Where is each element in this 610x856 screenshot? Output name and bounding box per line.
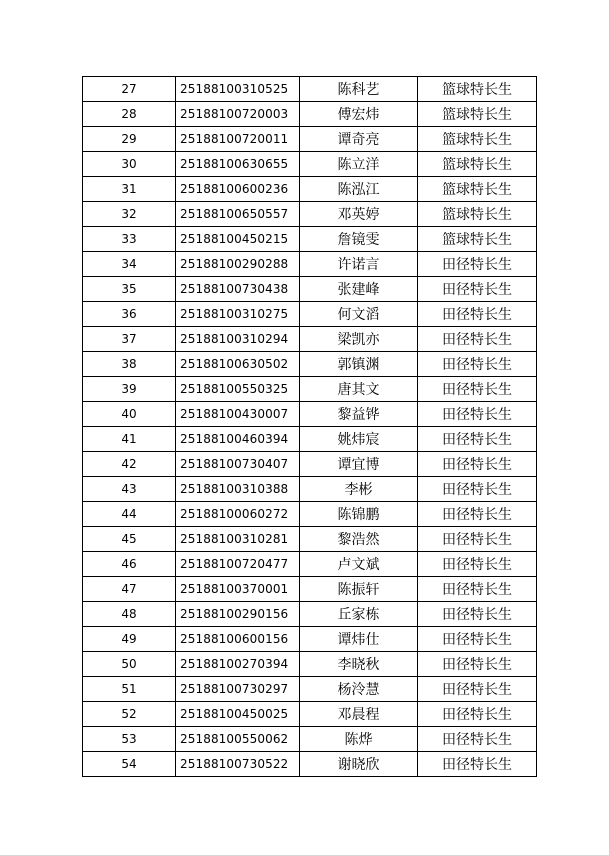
table-row (83, 102, 537, 127)
category-cell: 田径特长生 (418, 627, 537, 652)
table-row (83, 602, 537, 627)
row-number-cell: 54 (83, 752, 176, 777)
exam-id-cell: 25188100450025 (176, 702, 300, 727)
category-cell: 篮球特长生 (418, 177, 537, 202)
table-row (83, 277, 537, 302)
category-cell: 田径特长生 (418, 327, 537, 352)
category-cell: 田径特长生 (418, 277, 537, 302)
row-number-cell: 32 (83, 202, 176, 227)
student-name-cell: 谭奇亮 (300, 127, 418, 152)
exam-id-cell: 25188100550325 (176, 377, 300, 402)
category-cell: 田径特长生 (418, 727, 537, 752)
category-cell: 篮球特长生 (418, 102, 537, 127)
student-name-cell: 谭炜仕 (300, 627, 418, 652)
table-row (83, 377, 537, 402)
row-number-cell: 52 (83, 702, 176, 727)
table-row (83, 552, 537, 577)
student-name-cell: 张建峰 (300, 277, 418, 302)
table-row (83, 227, 537, 252)
table-row (83, 452, 537, 477)
category-cell: 篮球特长生 (418, 127, 537, 152)
student-name-cell: 陈泓江 (300, 177, 418, 202)
exam-id-cell: 25188100310294 (176, 327, 300, 352)
table-row (83, 727, 537, 752)
category-cell: 田径特长生 (418, 427, 537, 452)
exam-id-cell: 25188100630655 (176, 152, 300, 177)
exam-id-cell: 25188100730297 (176, 677, 300, 702)
student-name-cell: 黎益铧 (300, 402, 418, 427)
row-number-cell: 29 (83, 127, 176, 152)
student-roster-table (82, 76, 537, 777)
student-name-cell: 邓英婷 (300, 202, 418, 227)
exam-id-cell: 25188100650557 (176, 202, 300, 227)
row-number-cell: 42 (83, 452, 176, 477)
table-row (83, 152, 537, 177)
table-row (83, 577, 537, 602)
table-row (83, 402, 537, 427)
row-number-cell: 51 (83, 677, 176, 702)
category-cell: 田径特长生 (418, 552, 537, 577)
table-row (83, 502, 537, 527)
row-number-cell: 33 (83, 227, 176, 252)
student-name-cell: 谢晓欣 (300, 752, 418, 777)
row-number-cell: 50 (83, 652, 176, 677)
category-cell: 田径特长生 (418, 602, 537, 627)
student-name-cell: 陈锦鹏 (300, 502, 418, 527)
exam-id-cell: 25188100460394 (176, 427, 300, 452)
table-row (83, 527, 537, 552)
student-name-cell: 姚炜宸 (300, 427, 418, 452)
row-number-cell: 43 (83, 477, 176, 502)
row-number-cell: 45 (83, 527, 176, 552)
table-row (83, 77, 537, 102)
exam-id-cell: 25188100730522 (176, 752, 300, 777)
exam-id-cell: 25188100290156 (176, 602, 300, 627)
student-name-cell: 谭宜博 (300, 452, 418, 477)
table-row (83, 352, 537, 377)
row-number-cell: 47 (83, 577, 176, 602)
student-name-cell: 陈烨 (300, 727, 418, 752)
table-row (83, 627, 537, 652)
category-cell: 篮球特长生 (418, 227, 537, 252)
student-name-cell: 邓晨程 (300, 702, 418, 727)
student-name-cell: 陈立洋 (300, 152, 418, 177)
category-cell: 篮球特长生 (418, 152, 537, 177)
table-row (83, 652, 537, 677)
exam-id-cell: 25188100720477 (176, 552, 300, 577)
exam-id-cell: 25188100450215 (176, 227, 300, 252)
student-name-cell: 郭镇渊 (300, 352, 418, 377)
exam-id-cell: 25188100600156 (176, 627, 300, 652)
student-name-cell: 许诺言 (300, 252, 418, 277)
exam-id-cell: 25188100720003 (176, 102, 300, 127)
exam-id-cell: 25188100550062 (176, 727, 300, 752)
table-row (83, 677, 537, 702)
table-row (83, 752, 537, 777)
category-cell: 田径特长生 (418, 677, 537, 702)
exam-id-cell: 25188100310525 (176, 77, 300, 102)
student-name-cell: 何文滔 (300, 302, 418, 327)
category-cell: 田径特长生 (418, 302, 537, 327)
table-row (83, 177, 537, 202)
row-number-cell: 31 (83, 177, 176, 202)
student-name-cell: 卢文斌 (300, 552, 418, 577)
student-name-cell: 陈科艺 (300, 77, 418, 102)
exam-id-cell: 25188100600236 (176, 177, 300, 202)
row-number-cell: 48 (83, 602, 176, 627)
exam-id-cell: 25188100730438 (176, 277, 300, 302)
exam-id-cell: 25188100430007 (176, 402, 300, 427)
category-cell: 田径特长生 (418, 402, 537, 427)
student-name-cell: 丘家栋 (300, 602, 418, 627)
table-row (83, 427, 537, 452)
category-cell: 田径特长生 (418, 352, 537, 377)
exam-id-cell: 25188100730407 (176, 452, 300, 477)
row-number-cell: 28 (83, 102, 176, 127)
row-number-cell: 37 (83, 327, 176, 352)
row-number-cell: 40 (83, 402, 176, 427)
category-cell: 田径特长生 (418, 702, 537, 727)
student-name-cell: 傅宏炜 (300, 102, 418, 127)
exam-id-cell: 25188100290288 (176, 252, 300, 277)
row-number-cell: 41 (83, 427, 176, 452)
category-cell: 田径特长生 (418, 477, 537, 502)
student-name-cell: 梁凯亦 (300, 327, 418, 352)
exam-id-cell: 25188100310388 (176, 477, 300, 502)
table-row (83, 477, 537, 502)
category-cell: 田径特长生 (418, 252, 537, 277)
category-cell: 篮球特长生 (418, 77, 537, 102)
exam-id-cell: 25188100370001 (176, 577, 300, 602)
student-name-cell: 唐其文 (300, 377, 418, 402)
row-number-cell: 53 (83, 727, 176, 752)
category-cell: 田径特长生 (418, 527, 537, 552)
table-row (83, 302, 537, 327)
student-name-cell: 李晓秋 (300, 652, 418, 677)
student-name-cell: 李彬 (300, 477, 418, 502)
exam-id-cell: 25188100270394 (176, 652, 300, 677)
row-number-cell: 49 (83, 627, 176, 652)
category-cell: 田径特长生 (418, 377, 537, 402)
student-name-cell: 陈振轩 (300, 577, 418, 602)
exam-id-cell: 25188100630502 (176, 352, 300, 377)
exam-id-cell: 25188100310275 (176, 302, 300, 327)
row-number-cell: 30 (83, 152, 176, 177)
row-number-cell: 38 (83, 352, 176, 377)
table-row (83, 702, 537, 727)
row-number-cell: 39 (83, 377, 176, 402)
exam-id-cell: 25188100060272 (176, 502, 300, 527)
row-number-cell: 44 (83, 502, 176, 527)
student-name-cell: 黎浩然 (300, 527, 418, 552)
exam-id-cell: 25188100310281 (176, 527, 300, 552)
roster-body (83, 77, 537, 777)
table-row (83, 127, 537, 152)
table-row (83, 252, 537, 277)
category-cell: 篮球特长生 (418, 202, 537, 227)
student-name-cell: 詹镜雯 (300, 227, 418, 252)
student-name-cell: 杨泠慧 (300, 677, 418, 702)
category-cell: 田径特长生 (418, 652, 537, 677)
category-cell: 田径特长生 (418, 752, 537, 777)
table-row (83, 327, 537, 352)
row-number-cell: 27 (83, 77, 176, 102)
category-cell: 田径特长生 (418, 452, 537, 477)
category-cell: 田径特长生 (418, 502, 537, 527)
row-number-cell: 46 (83, 552, 176, 577)
exam-id-cell: 25188100720011 (176, 127, 300, 152)
row-number-cell: 34 (83, 252, 176, 277)
row-number-cell: 35 (83, 277, 176, 302)
category-cell: 田径特长生 (418, 577, 537, 602)
table-row (83, 202, 537, 227)
row-number-cell: 36 (83, 302, 176, 327)
